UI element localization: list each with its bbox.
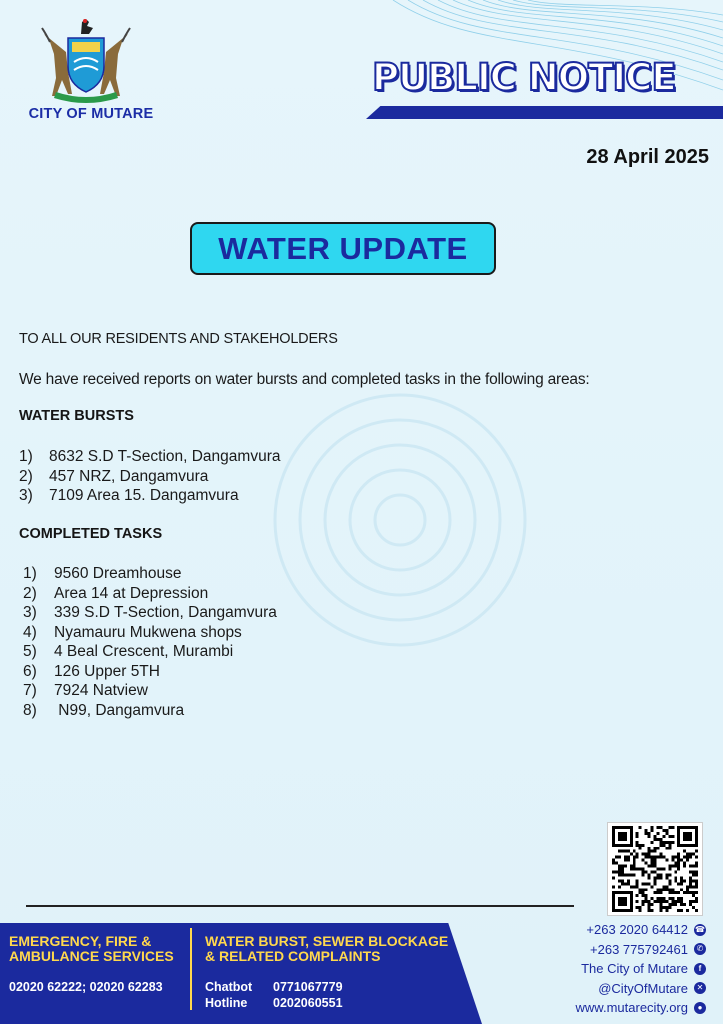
item-text: 457 NRZ, Dangamvura (49, 467, 209, 485)
item-text: 8632 S.D T-Section, Dangamvura (49, 448, 281, 465)
item-number: 5) (23, 643, 37, 660)
item-number: 7) (23, 682, 37, 699)
item-text: 9560 Dreamhouse (54, 565, 182, 582)
chatbot-number: 0771067779 (273, 980, 343, 994)
water-bursts-heading: WATER BURSTS (19, 408, 134, 424)
contact-x[interactable] (576, 979, 706, 999)
web-icon: ● (694, 1002, 706, 1014)
list-item (23, 681, 277, 701)
item-text: Area 14 at Depression (54, 584, 209, 602)
city-name: CITY OF MUTARE (28, 106, 154, 122)
facebook-icon: f (694, 963, 706, 975)
intro-text: We have received reports on water bursts and completed tasks in the following areas: (19, 371, 590, 388)
completed-tasks-heading: COMPLETED TASKS (19, 526, 163, 542)
item-number: 2) (23, 584, 37, 602)
water-update-title: WATER UPDATE (218, 230, 468, 266)
water-bursts-list (19, 447, 280, 506)
city-logo (16, 18, 166, 126)
footer-divider (26, 905, 574, 907)
item-number: 2) (19, 467, 33, 485)
contact-text: @CityOfMutare (598, 980, 688, 996)
watermark-circles (270, 390, 530, 650)
list-item (23, 701, 277, 721)
list-item (19, 486, 280, 506)
contact-text: www.mutarecity.org (575, 1000, 688, 1015)
contact-website[interactable] (576, 998, 706, 1018)
list-item (23, 623, 277, 643)
item-number: 1) (23, 565, 37, 582)
item-number: 6) (23, 662, 37, 680)
qr-code-icon (611, 826, 699, 912)
item-text: 7109 Area 15. Dangamvura (49, 487, 239, 504)
list-item (19, 447, 280, 467)
x-icon: ✕ (694, 982, 706, 994)
hotline-label: Hotline (205, 996, 248, 1010)
item-number: 1) (19, 448, 33, 465)
list-item (19, 467, 280, 487)
item-text: N99, Dangamvura (54, 701, 185, 719)
hotline-line (205, 996, 343, 1010)
emergency-title-line1: EMERGENCY, FIRE & (9, 933, 152, 949)
notice-date: 28 April 2025 (586, 146, 709, 168)
phone-icon: ☎ (695, 924, 705, 934)
list-item (23, 662, 277, 682)
emergency-numbers: 02020 62222; 02020 62283 (9, 980, 163, 994)
qr-code[interactable] (607, 822, 703, 916)
item-text: 339 S.D T-Section, Dangamvura (54, 604, 277, 621)
coat-of-arms-icon (34, 18, 138, 104)
complaints-title-line1: WATER BURST, SEWER BLOCKAGE (205, 933, 449, 949)
water-burst-complaints-title (205, 934, 465, 964)
list-item (23, 642, 277, 662)
list-item (23, 564, 277, 584)
item-text: Nyamauru Mukwena shops (54, 623, 242, 641)
contact-text: +263 775792461 (590, 941, 688, 957)
contact-text: +263 2020 64412 (586, 922, 688, 937)
complaints-title-line2: & RELATED COMPLAINTS (205, 948, 381, 964)
contact-text: The City of Mutare (581, 961, 688, 976)
emergency-title-line2: AMBULANCE SERVICES (9, 948, 174, 964)
title-underline-bar (366, 106, 723, 119)
item-text: 4 Beal Crescent, Murambi (54, 643, 234, 660)
chatbot-line (205, 980, 343, 994)
completed-tasks-list (23, 564, 277, 720)
list-item (23, 603, 277, 623)
contact-list (576, 920, 706, 1018)
item-number: 4) (23, 623, 37, 641)
greeting: TO ALL OUR RESIDENTS AND STAKEHOLDERS (19, 331, 338, 347)
item-number: 3) (19, 487, 33, 504)
water-update-banner (190, 222, 496, 275)
contact-phone[interactable] (576, 920, 706, 940)
whatsapp-icon: ✆ (694, 943, 706, 955)
footer-separator (190, 928, 192, 1010)
chatbot-label: Chatbot (205, 980, 253, 994)
public-notice-title: PUBLIC NOTICE (372, 56, 676, 99)
list-item (23, 584, 277, 604)
item-number: 8) (23, 701, 37, 719)
item-number: 3) (23, 604, 37, 621)
emergency-services-title (9, 934, 189, 964)
item-text: 126 Upper 5TH (54, 662, 160, 680)
hotline-number: 0202060551 (273, 996, 343, 1010)
item-text: 7924 Natview (54, 682, 148, 699)
contact-facebook[interactable] (576, 959, 706, 979)
contact-whatsapp[interactable] (576, 940, 706, 960)
